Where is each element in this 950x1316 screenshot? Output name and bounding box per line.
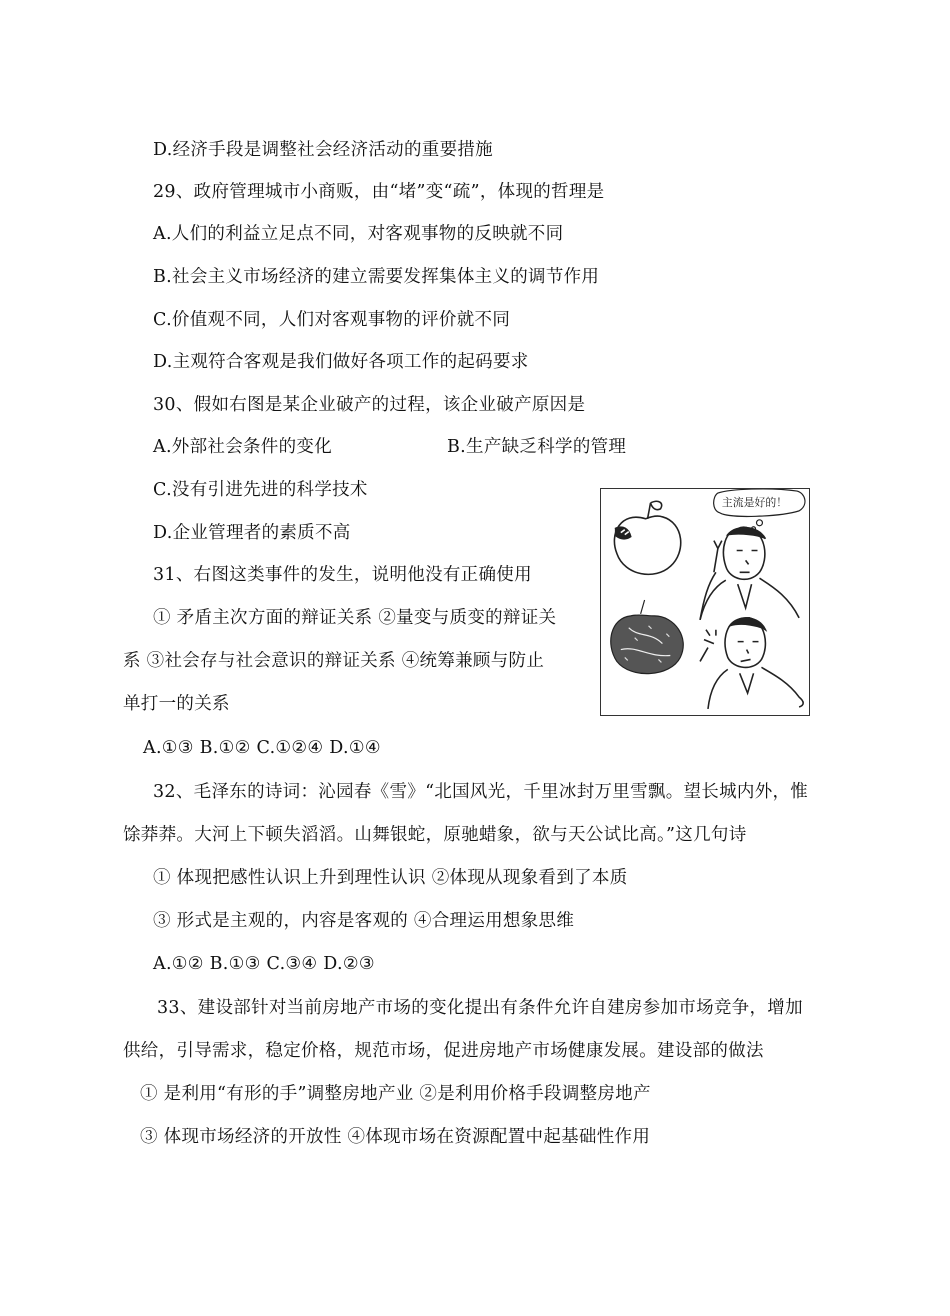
question-32-line-1: 32、毛泽东的诗词：沁园春《雪》“北国风光，千里冰封万里雪飘。望长城内外，惟: [153, 782, 809, 802]
option-29-a: A.人们的利益立足点不同，对客观事物的反映就不同: [153, 224, 564, 244]
option-28-d: D.经济手段是调整社会经济活动的重要措施: [153, 140, 493, 160]
rotten-apple-icon: [611, 600, 684, 674]
option-30-b: B.生产缺乏科学的管理: [447, 437, 627, 457]
question-31: 31、右图这类事件的发生，说明他没有正确使用: [153, 565, 532, 585]
question-33-line-1: 33、建设部针对当前房地产市场的变化提出有条件允许自建房参加市场竞争，增加: [157, 998, 803, 1018]
question-33-items-1: ① 是利用“有形的手”调整房地产业 ②是利用价格手段调整房地产: [140, 1084, 651, 1104]
man-figure-bottom: [700, 618, 803, 709]
option-30-d: D.企业管理者的素质不高: [153, 523, 351, 543]
thought-bubble-text: 主流是好的！: [721, 495, 788, 509]
man-figure-top: [700, 527, 799, 620]
option-29-c: C.价值观不同，人们对客观事物的评价就不同: [153, 310, 511, 330]
option-29-d: D.主观符合客观是我们做好各项工作的起码要求: [153, 352, 529, 372]
option-29-b: B.社会主义市场经济的建立需要发挥集体主义的调节作用: [153, 267, 600, 287]
question-32-items-1: ① 体现把感性认识上升到理性认识 ②体现从现象看到了本质: [153, 868, 628, 888]
options-31: A.①③ B.①② C.①②④ D.①④: [143, 738, 381, 758]
option-30-c: C.没有引进先进的科学技术: [153, 480, 368, 500]
question-31-items-2: 系 ③社会存与社会意识的辩证关系 ④统筹兼顾与防止: [123, 651, 545, 671]
question-32-items-2: ③ 形式是主观的，内容是客观的 ④合理运用想象思维: [153, 911, 575, 931]
question-30: 30、假如右图是某企业破产的过程，该企业破产原因是: [153, 395, 586, 415]
cartoon-figure: [600, 488, 810, 716]
question-29: 29、政府管理城市小商贩，由“堵”变“疏”，体现的哲理是: [153, 182, 605, 202]
cartoon-drawing: [601, 489, 809, 715]
question-31-items-3: 单打一的关系: [123, 694, 230, 714]
question-33-line-2: 供给，引导需求，稳定价格，规范市场，促进房地产市场健康发展。建设部的做法: [123, 1041, 764, 1061]
question-31-items-1: ① 矛盾主次方面的辩证关系 ②量变与质变的辩证关: [153, 608, 557, 628]
question-32-line-2: 馀莽莽。大河上下顿失滔滔。山舞银蛇，原驰蜡象，欲与天公试比高。”这几句诗: [123, 825, 747, 845]
options-32: A.①② B.①③ C.③④ D.②③: [153, 954, 375, 974]
apple-icon: [614, 501, 680, 574]
option-30-a: A.外部社会条件的变化: [153, 437, 332, 457]
question-33-items-2: ③ 体现市场经济的开放性 ④体现市场在资源配置中起基础性作用: [140, 1127, 651, 1147]
